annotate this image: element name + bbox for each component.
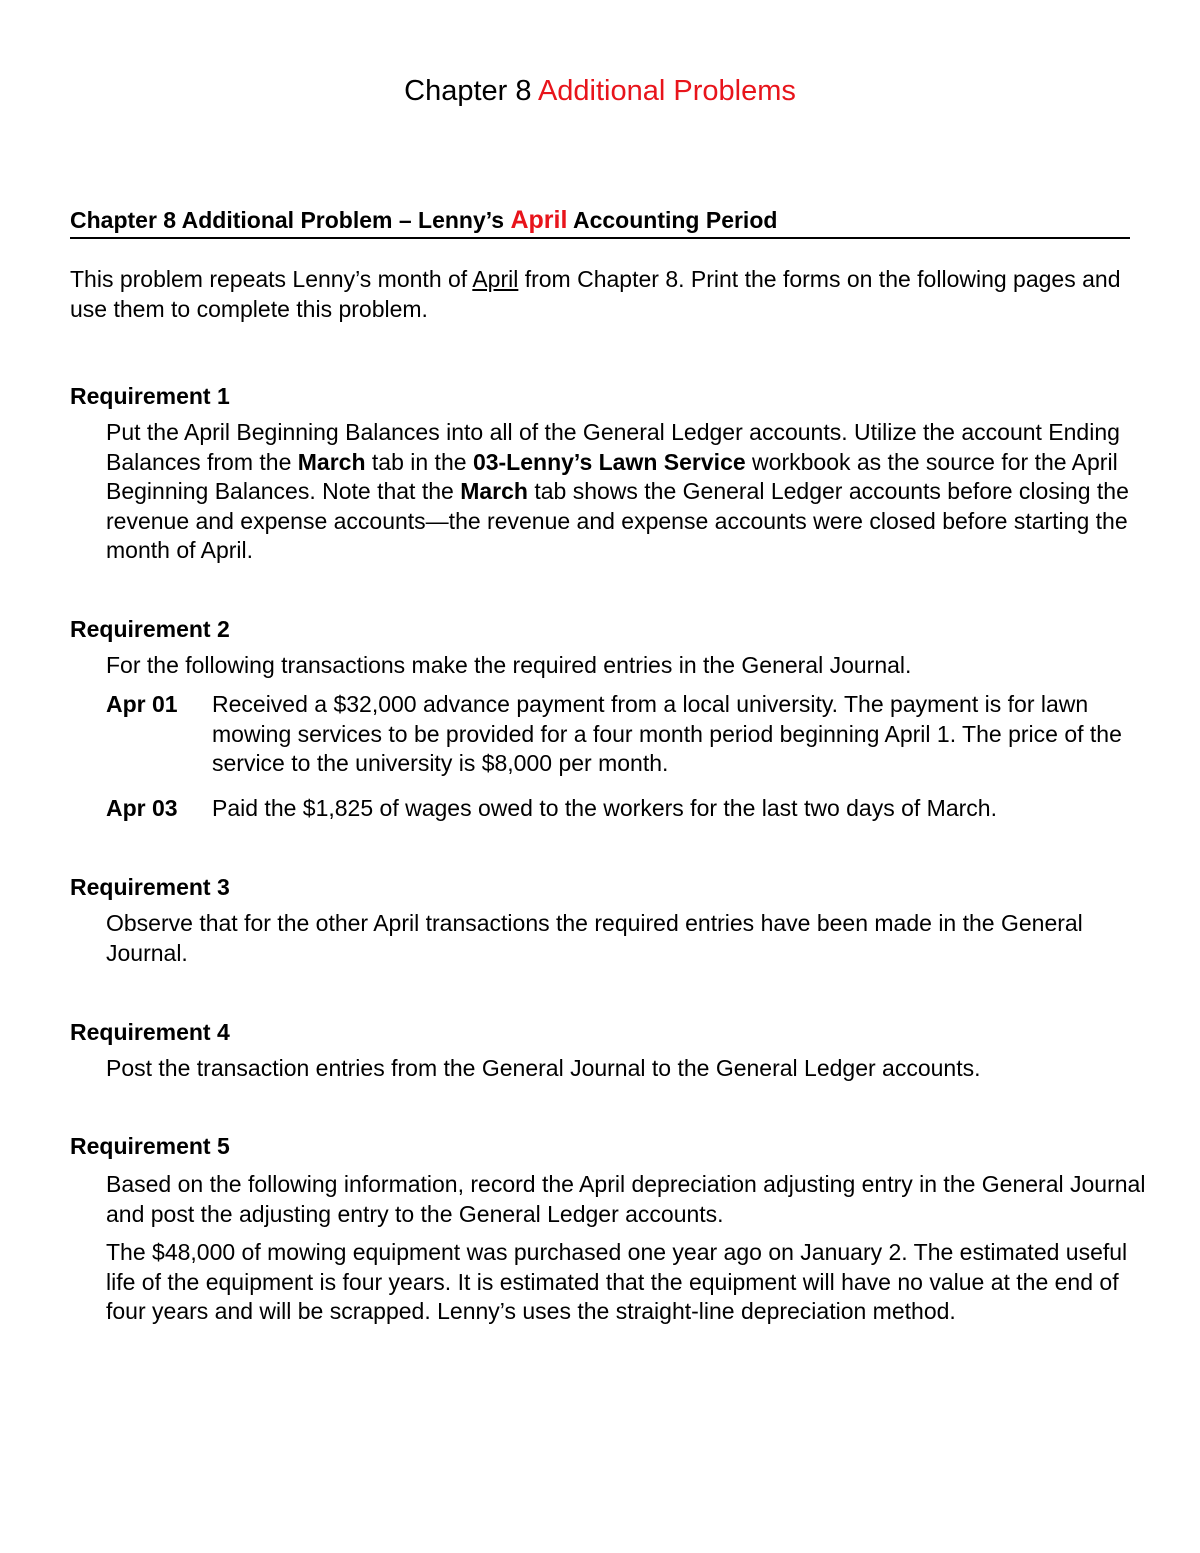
page-title [0, 72, 1200, 110]
req1-bold-workbook: 03-Lenny’s Lawn Service [472, 448, 746, 475]
req1-bold-march: March [297, 448, 366, 475]
intro-text-2: from Chapter 8. Print the forms on the following pages and use them to complete this problem. [70, 266, 1121, 322]
transaction-date: Apr 01 [106, 691, 178, 717]
requirement-5-body-1: Based on the following information, record the April depreciation adjusting entry in the General Journal and post the adjusting entry to the General Ledger accounts. [106, 1171, 1146, 1227]
req1-text-3: workbook as the source for the April Beginning Balances. Note that the [106, 448, 1118, 504]
intro-underlined-month: April [472, 266, 519, 292]
req1-text-1: Put the April Beginning Balances into all of the General Ledger accounts. Utilize the account Ending Balances from the [106, 419, 1120, 475]
req1-bold-march-2: March [460, 478, 528, 504]
requirement-5-body-2: The $48,000 of mowing equipment was purchased one year ago on January 2. The estimated useful life of the equipment is four years. It is estimated that the equipment will have no value at the end of four years and will be scrapped. Lenny’s uses the straight-line depreciation method. [106, 1239, 1128, 1324]
requirement-3-body: Observe that for the other April transactions the required entries have been made in the General Journal. [106, 910, 1083, 966]
section-heading-prefix: Chapter 8 Additional Problem – Lenny’s [70, 207, 511, 233]
section-heading-suffix: Accounting Period [567, 207, 778, 233]
requirement-2-body: For the following transactions make the required entries in the General Journal. [106, 652, 912, 678]
intro-text-1: This problem repeats Lenny’s month of [70, 266, 473, 292]
req1-text-4: tab shows the General Ledger accounts before closing the revenue and expense accounts—the revenue and expense accounts were closed before starting the month of April. [106, 478, 1129, 563]
req1-text-2: tab in the [365, 448, 473, 475]
requirement-2-heading: Requirement 2 [70, 616, 230, 642]
requirement-1-heading: Requirement 1 [70, 383, 230, 409]
transaction-description: Received a $32,000 advance payment from a local university. The payment is for lawn mowing services to be provided for a four month period beginning April 1. The price of the service to the university is $8,000 per month. [212, 691, 1122, 776]
requirement-1-body [106, 418, 1156, 566]
transaction-date: Apr 03 [106, 795, 178, 821]
title-highlight: Additional Problems [537, 75, 796, 107]
requirement-4-body: Post the transaction entries from the General Journal to the General Ledger accounts. [106, 1055, 981, 1081]
title-prefix: Chapter 8 [404, 75, 538, 107]
requirement-3-heading: Requirement 3 [70, 874, 230, 900]
intro-paragraph [70, 264, 1150, 324]
transaction-description: Paid the $1,825 of wages owed to the workers for the last two days of March. [212, 795, 997, 821]
section-heading-highlight: April [510, 206, 568, 234]
section-heading [70, 205, 1130, 239]
requirement-4-heading: Requirement 4 [70, 1019, 230, 1045]
requirement-5-heading: Requirement 5 [70, 1133, 230, 1159]
